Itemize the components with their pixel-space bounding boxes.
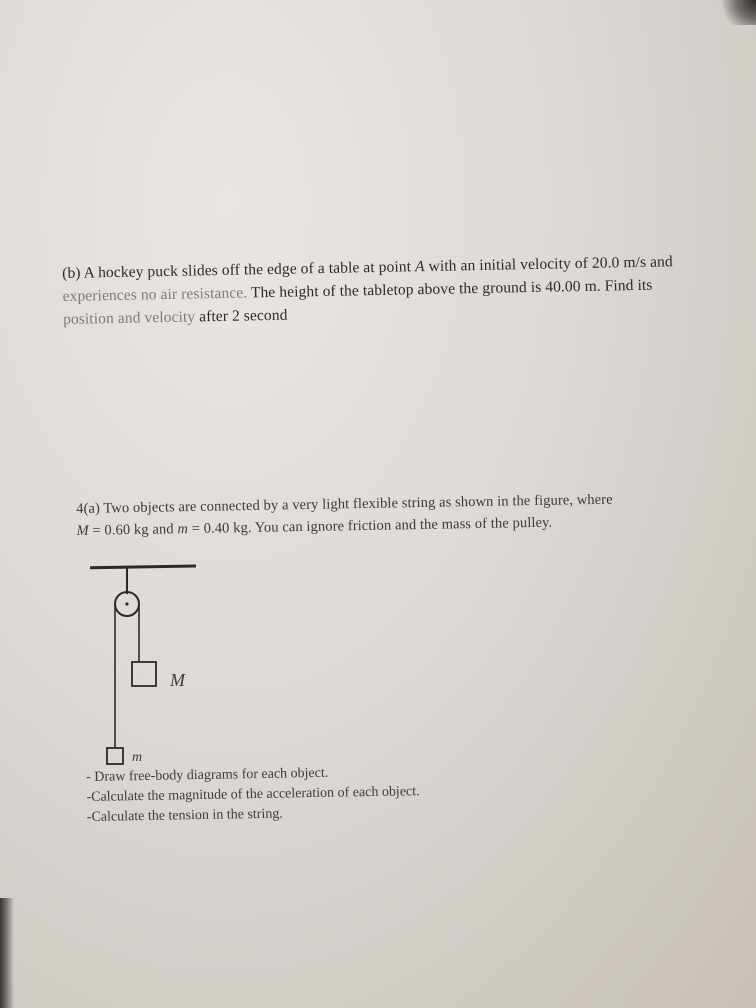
block-m — [107, 748, 123, 764]
task-item-3: -Calculate the tension in the string. — [86, 806, 283, 825]
question-b-line-1-prefix: (b) A hockey puck slides off the edge of a table at point — [62, 258, 416, 282]
block-M — [132, 662, 156, 686]
mass-M-symbol: M — [76, 522, 89, 539]
question-b-line-2-rest: The height of the tabletop above the ground is 40.00 m. Find its — [247, 276, 653, 302]
question-b — [62, 249, 723, 331]
corner-shadow — [716, 0, 756, 25]
left-edge-shadow — [0, 898, 14, 1008]
question-b-line-2-faded: experiences no air resistance. — [62, 284, 248, 305]
task-item-2: -Calculate the magnitude of the acceleration of each object. — [86, 784, 420, 805]
question-b-line-3-faded: position and velocity — [62, 308, 196, 328]
block-m-label: m — [132, 750, 143, 765]
question-4a-line-1: 4(a) Two objects are connected by a very light flexible string as shown in the figure, where — [76, 491, 613, 517]
point-a-label: A — [414, 258, 425, 276]
pulley-axle — [125, 602, 128, 605]
mass-m-value: = 0.40 kg. You can ignore friction and the mass of the pulley. — [187, 514, 553, 538]
question-b-line-3-rest: after 2 second — [195, 306, 288, 326]
mass-m-symbol: m — [177, 521, 189, 538]
block-M-label: M — [170, 670, 185, 690]
mass-M-value: = 0.60 kg and — [88, 521, 178, 539]
task-item-1: - Draw free-body diagrams for each object. — [86, 765, 329, 785]
pulley-figure — [90, 560, 220, 770]
ceiling-bar — [90, 566, 196, 568]
task-list — [86, 762, 420, 828]
question-b-line-1-suffix: with an initial velocity of 20.0 m/s and — [424, 253, 673, 276]
